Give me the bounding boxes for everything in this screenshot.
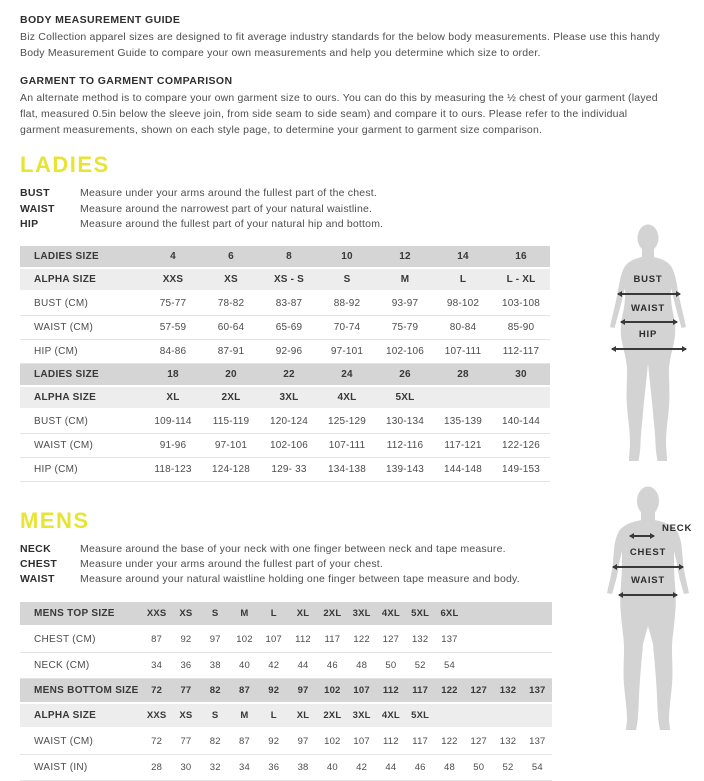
definition-text: Measure around your natural waistline holding one finger between tape measure and body. <box>80 573 520 586</box>
mens-definitions <box>20 542 680 588</box>
size-cell: XXS <box>144 268 202 291</box>
size-cell: 97 <box>288 678 317 703</box>
chest-measure-arrow-icon <box>613 566 683 568</box>
size-cell: 57-59 <box>144 315 202 339</box>
size-cell: 82 <box>201 678 230 703</box>
ladies-size-table <box>20 246 550 482</box>
size-cell: 122 <box>435 728 464 755</box>
size-cell: 103-108 <box>492 291 550 316</box>
size-cell: XXS <box>142 602 171 626</box>
size-cell: 87 <box>142 626 171 653</box>
size-cell: 107-111 <box>434 339 492 363</box>
size-cell: 91-96 <box>144 433 202 457</box>
size-cell: 3XL <box>260 386 318 409</box>
size-cell <box>493 703 522 728</box>
size-cell: 70-74 <box>318 315 376 339</box>
definition-term: CHEST <box>20 558 58 571</box>
size-cell: 28 <box>142 754 171 780</box>
size-cell: 92 <box>259 728 288 755</box>
size-cell: 102 <box>230 626 259 653</box>
size-cell: 2XL <box>202 386 260 409</box>
row-label: MENS TOP SIZE <box>20 602 142 626</box>
size-cell: 42 <box>347 754 376 780</box>
size-cell: 107 <box>347 678 376 703</box>
size-cell: 4XL <box>376 602 405 626</box>
size-cell: 16 <box>492 246 550 268</box>
size-cell: 52 <box>493 754 522 780</box>
size-cell: 92 <box>171 626 200 653</box>
row-label: NECK (CM) <box>20 652 142 678</box>
size-cell: 75-77 <box>144 291 202 316</box>
definition-row <box>20 186 680 201</box>
size-cell: 20 <box>202 363 260 386</box>
size-cell: 44 <box>376 754 405 780</box>
size-cell: 117 <box>406 728 435 755</box>
ladies-definitions <box>20 186 680 232</box>
table-row <box>20 363 550 386</box>
size-cell: M <box>230 703 259 728</box>
bust-measure-arrow-icon <box>618 293 680 295</box>
hip-measure-arrow-icon <box>612 348 686 350</box>
definition-term: BUST <box>20 187 50 200</box>
size-cell: 127 <box>464 728 493 755</box>
size-cell: 97 <box>201 626 230 653</box>
size-cell: XXS <box>142 703 171 728</box>
row-label: MENS BOTTOM SIZE <box>20 678 142 703</box>
size-cell: 117 <box>318 626 347 653</box>
size-cell: 130-134 <box>376 409 434 434</box>
definition-text: Measure under your arms around the fullest part of your chest. <box>80 558 384 571</box>
size-cell: L <box>434 268 492 291</box>
size-cell: 48 <box>435 754 464 780</box>
size-cell <box>523 703 552 728</box>
definition-term: NECK <box>20 542 51 555</box>
size-cell: 112-117 <box>492 339 550 363</box>
size-cell: XL <box>144 386 202 409</box>
size-cell: XL <box>288 703 317 728</box>
row-label: WAIST (CM) <box>20 728 142 755</box>
definition-row <box>20 202 680 217</box>
table-row <box>20 291 550 316</box>
size-cell: 52 <box>406 652 435 678</box>
size-cell: L <box>259 703 288 728</box>
size-cell: 48 <box>347 652 376 678</box>
waist-measure-arrow-icon <box>621 321 677 323</box>
size-cell: L <box>259 602 288 626</box>
size-cell: 93-97 <box>376 291 434 316</box>
row-label: CHEST (CM) <box>20 626 142 653</box>
size-cell: 36 <box>171 652 200 678</box>
size-cell: 14 <box>434 246 492 268</box>
size-cell: 77 <box>171 678 200 703</box>
size-cell: 4XL <box>318 386 376 409</box>
size-cell: 102 <box>318 728 347 755</box>
definition-term: HIP <box>20 217 39 230</box>
size-cell: 140-144 <box>492 409 550 434</box>
size-cell: 46 <box>406 754 435 780</box>
size-cell: 18 <box>144 363 202 386</box>
size-cell: 77 <box>171 728 200 755</box>
size-cell: 124-128 <box>202 457 260 481</box>
size-cell: 2XL <box>318 703 347 728</box>
size-cell: 5XL <box>406 602 435 626</box>
size-cell: XS <box>171 703 200 728</box>
size-cell: 72 <box>142 728 171 755</box>
chest-measure-label: CHEST <box>629 547 667 558</box>
size-cell: 24 <box>318 363 376 386</box>
size-cell: L - XL <box>492 268 550 291</box>
row-label: ALPHA SIZE <box>20 268 144 291</box>
size-cell: 85-90 <box>492 315 550 339</box>
size-cell <box>464 602 493 626</box>
definition-text: Measure around the fullest part of your natural hip and bottom. <box>80 217 384 230</box>
size-cell: 4XL <box>376 703 405 728</box>
size-cell: 82 <box>201 728 230 755</box>
size-cell: 30 <box>492 363 550 386</box>
size-cell: 109-114 <box>144 409 202 434</box>
size-cell: 129- 33 <box>260 457 318 481</box>
size-cell: 127 <box>376 626 405 653</box>
size-cell: 6 <box>202 246 260 268</box>
row-label: WAIST (CM) <box>20 315 144 339</box>
size-cell: 12 <box>376 246 434 268</box>
size-cell: 83-87 <box>260 291 318 316</box>
size-cell: 54 <box>435 652 464 678</box>
row-label: WAIST (CM) <box>20 433 144 457</box>
definition-text: Measure around the base of your neck with one finger between neck and tape measure. <box>80 542 506 555</box>
size-cell: 87 <box>230 728 259 755</box>
size-cell: 137 <box>523 678 552 703</box>
size-cell: 135-139 <box>434 409 492 434</box>
size-cell: 3XL <box>347 602 376 626</box>
size-cell: 40 <box>230 652 259 678</box>
row-label: HIP (CM) <box>20 457 144 481</box>
size-cell: 36 <box>259 754 288 780</box>
table-row <box>20 433 550 457</box>
size-cell: 118-123 <box>144 457 202 481</box>
size-cell: 34 <box>230 754 259 780</box>
guide-title: BODY MEASUREMENT GUIDE <box>20 14 181 26</box>
neck-measure-label: NECK <box>662 523 693 534</box>
table-row <box>20 246 550 268</box>
size-cell: 97-101 <box>202 433 260 457</box>
size-cell <box>492 386 550 409</box>
size-cell: 112 <box>376 728 405 755</box>
size-cell: 46 <box>318 652 347 678</box>
table-row <box>20 652 552 678</box>
row-label: LADIES SIZE <box>20 363 144 386</box>
size-cell: 122 <box>435 678 464 703</box>
size-cell <box>434 386 492 409</box>
size-cell: 42 <box>259 652 288 678</box>
size-cell: 75-79 <box>376 315 434 339</box>
size-cell: 65-69 <box>260 315 318 339</box>
size-cell: 144-148 <box>434 457 492 481</box>
size-cell: 4 <box>144 246 202 268</box>
size-cell: 78-82 <box>202 291 260 316</box>
size-cell: 120-124 <box>260 409 318 434</box>
size-cell: 88-92 <box>318 291 376 316</box>
table-row <box>20 602 552 626</box>
row-label: WAIST (IN) <box>20 754 142 780</box>
size-cell: 30 <box>171 754 200 780</box>
definition-row <box>20 557 680 572</box>
size-cell: 50 <box>464 754 493 780</box>
size-cell <box>464 626 493 653</box>
size-cell: 107 <box>259 626 288 653</box>
size-cell: 102-106 <box>376 339 434 363</box>
size-cell: 132 <box>493 728 522 755</box>
size-cell: 5XL <box>406 703 435 728</box>
size-cell: 84-86 <box>144 339 202 363</box>
size-cell: 132 <box>493 678 522 703</box>
size-cell: 38 <box>288 754 317 780</box>
mens-figure <box>592 483 704 745</box>
hip-measure-label: HIP <box>638 329 658 340</box>
size-cell: S <box>201 602 230 626</box>
size-cell: 122-126 <box>492 433 550 457</box>
mens-size-table <box>20 602 552 781</box>
size-cell: 72 <box>142 678 171 703</box>
size-cell: 28 <box>434 363 492 386</box>
table-row <box>20 386 550 409</box>
size-cell: 32 <box>201 754 230 780</box>
definition-row <box>20 572 680 587</box>
size-cell: 117 <box>406 678 435 703</box>
size-cell: 115-119 <box>202 409 260 434</box>
size-cell: 125-129 <box>318 409 376 434</box>
waist-measure-label: WAIST <box>630 303 666 314</box>
ladies-section-heading: LADIES <box>20 152 110 178</box>
definition-text: Measure under your arms around the fullest part of the chest. <box>80 187 378 200</box>
size-cell: 97-101 <box>318 339 376 363</box>
table-row <box>20 268 550 291</box>
size-cell: XL <box>288 602 317 626</box>
size-cell: 137 <box>523 728 552 755</box>
size-cell: 117-121 <box>434 433 492 457</box>
size-cell: 6XL <box>435 602 464 626</box>
size-cell: 102 <box>318 678 347 703</box>
size-cell <box>493 652 522 678</box>
size-cell: 38 <box>201 652 230 678</box>
size-cell: XS - S <box>260 268 318 291</box>
size-cell: S <box>201 703 230 728</box>
size-cell: 44 <box>288 652 317 678</box>
size-cell: M <box>230 602 259 626</box>
size-cell: 50 <box>376 652 405 678</box>
size-cell: 112 <box>288 626 317 653</box>
size-cell: S <box>318 268 376 291</box>
table-row <box>20 728 552 755</box>
row-label: HIP (CM) <box>20 339 144 363</box>
table-row <box>20 339 550 363</box>
page-content <box>20 14 680 781</box>
table-row <box>20 678 552 703</box>
size-cell: 92-96 <box>260 339 318 363</box>
size-cell: 80-84 <box>434 315 492 339</box>
size-cell: 102-106 <box>260 433 318 457</box>
size-cell: 97 <box>288 728 317 755</box>
size-cell: 92 <box>259 678 288 703</box>
size-cell: 107-111 <box>318 433 376 457</box>
definition-term: WAIST <box>20 202 55 215</box>
size-cell: 3XL <box>347 703 376 728</box>
table-row <box>20 626 552 653</box>
table-row <box>20 703 552 728</box>
size-cell: 132 <box>406 626 435 653</box>
size-cell <box>523 602 552 626</box>
size-cell <box>435 703 464 728</box>
size-cell: 127 <box>464 678 493 703</box>
size-cell: 40 <box>318 754 347 780</box>
size-cell: 34 <box>142 652 171 678</box>
size-cell <box>493 602 522 626</box>
waist-measure-label: WAIST <box>630 575 666 586</box>
comparison-text: An alternate method is to compare your own garment size to ours. You can do this by measuring the ½ chest of your garment (layed flat, measured 0.5in below the sleeve join, from side seam to side seam) and compare it to ours. Please refer to the individual garment measurements, shown on each style page, to determine your garment to garment size comparison. <box>20 91 658 137</box>
size-cell: 112 <box>376 678 405 703</box>
size-cell <box>523 652 552 678</box>
size-cell: XS <box>171 602 200 626</box>
size-cell: M <box>376 268 434 291</box>
size-cell <box>493 626 522 653</box>
size-cell: 107 <box>347 728 376 755</box>
table-row <box>20 457 550 481</box>
mens-section-heading: MENS <box>20 507 90 533</box>
guide-intro-text: Biz Collection apparel sizes are designed to fit average industry standards for the below body measurements. Please use this handy Body Measurement Guide to compare your own measurements and help you determine which size to order. <box>20 31 661 60</box>
bust-measure-label: BUST <box>633 274 663 285</box>
size-cell: 98-102 <box>434 291 492 316</box>
size-cell: 112-116 <box>376 433 434 457</box>
size-cell: 2XL <box>318 602 347 626</box>
size-cell <box>464 652 493 678</box>
size-cell: 60-64 <box>202 315 260 339</box>
size-cell: 5XL <box>376 386 434 409</box>
size-cell: 87-91 <box>202 339 260 363</box>
size-cell: 10 <box>318 246 376 268</box>
size-cell: 8 <box>260 246 318 268</box>
row-label: ALPHA SIZE <box>20 386 144 409</box>
comparison-title: GARMENT TO GARMENT COMPARISON <box>20 74 233 87</box>
row-label: ALPHA SIZE <box>20 703 142 728</box>
row-label: BUST (CM) <box>20 409 144 434</box>
size-cell: 54 <box>523 754 552 780</box>
table-row <box>20 315 550 339</box>
neck-measure-arrow-icon <box>630 535 654 537</box>
table-row <box>20 409 550 434</box>
size-cell: 87 <box>230 678 259 703</box>
size-cell: 139-143 <box>376 457 434 481</box>
size-cell: 122 <box>347 626 376 653</box>
definition-row <box>20 217 680 232</box>
size-cell: XS <box>202 268 260 291</box>
size-cell <box>464 703 493 728</box>
row-label: BUST (CM) <box>20 291 144 316</box>
size-cell: 137 <box>435 626 464 653</box>
row-label: LADIES SIZE <box>20 246 144 268</box>
size-cell: 134-138 <box>318 457 376 481</box>
waist-measure-arrow-icon <box>619 594 677 596</box>
size-cell: 149-153 <box>492 457 550 481</box>
size-cell: 26 <box>376 363 434 386</box>
size-cell <box>523 626 552 653</box>
table-row <box>20 754 552 780</box>
definition-text: Measure around the narrowest part of your natural waistline. <box>80 202 373 215</box>
definition-row <box>20 542 680 557</box>
definition-term: WAIST <box>20 573 55 586</box>
size-cell: 22 <box>260 363 318 386</box>
ladies-figure <box>596 222 700 470</box>
